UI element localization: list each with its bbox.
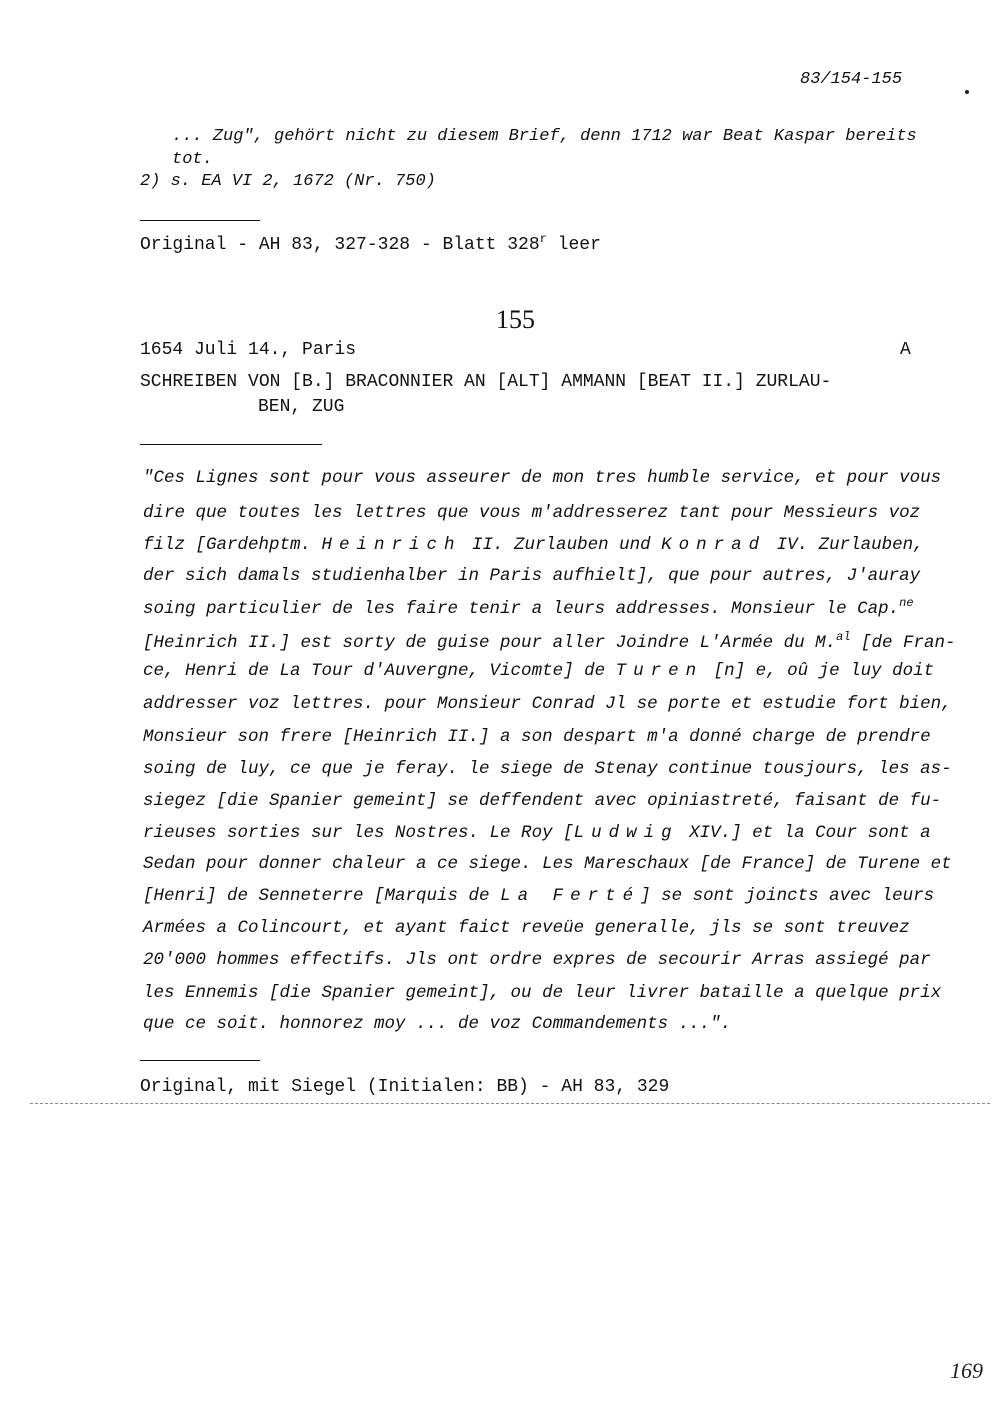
footnote-line-1: ... Zug", gehört nicht zu diesem Brief, denn 1712 war Beat Kaspar bereits — [172, 127, 917, 146]
body-line-2: dire que toutes les lettres que vous m'addresserez tant pour Messieurs voz — [143, 503, 921, 523]
body-line-13: Sedan pour donner chaleur a ce siege. Les Mareschaux [de France] de Turene et — [143, 854, 952, 874]
name-turen: Turen — [615, 661, 704, 681]
previous-original-tail: leer — [546, 235, 601, 255]
body-line-12 — [143, 823, 931, 843]
name-heinrich: Heinrich — [321, 535, 462, 555]
body-line-14-c: ] se sont joincts avec leurs — [640, 886, 935, 906]
name-la-ferte: La Ferté — [500, 886, 641, 906]
body-line-9: Monsieur son frere [Heinrich II.] a son despart m'a donné charge de prendre — [143, 727, 931, 747]
body-line-14 — [143, 886, 934, 906]
body-line-12-c: XIV.] et la Cour sont a — [678, 823, 931, 843]
body-line-1: "Ces Lignes sont pour vous asseurer de mon tres humble service, et pour vous — [143, 468, 942, 488]
body-line-5-sup: ne — [899, 596, 914, 610]
body-line-6 — [143, 630, 956, 653]
body-line-6-sup: al — [836, 630, 851, 644]
separator-rule-3 — [140, 1060, 260, 1061]
body-line-7-c: [n] e, oû je luy doit — [703, 661, 935, 681]
body-line-7-a: ce, Henri de La Tour d'Auvergne, Vicomte] de — [143, 661, 616, 681]
date-place: 1654 Juli 14., Paris — [140, 340, 357, 360]
margin-dot — [965, 90, 969, 94]
body-line-6-a: [Heinrich II.] est sorty de guise pour aller Joindre L'Armée du M. — [143, 632, 837, 653]
body-line-6-b: [de Fran- — [850, 632, 956, 653]
separator-rule-2 — [140, 444, 322, 445]
document-number: 155 — [496, 305, 535, 334]
body-line-5-a: soing particulier de les faire tenir a leurs addresses. Monsieur le Cap. — [143, 598, 900, 619]
separator-rule-1 — [140, 220, 260, 221]
previous-original-sup: r — [539, 232, 547, 246]
body-line-18: que ce soit. honnorez moy ... de voz Commandements ...". — [143, 1014, 732, 1034]
previous-original-text: Original - AH 83, 327-328 - Blatt 328 — [140, 235, 540, 255]
body-line-11: siegez [die Spanier gemeint] se deffendent avec opiniastreté, faisant de fu- — [143, 791, 942, 811]
page-reference: 83/154-155 — [800, 70, 903, 89]
body-line-16: 20'000 hommes effectifs. Jls ont ordre expres de secourir Arras assiegé par — [143, 950, 931, 970]
body-line-3 — [143, 535, 924, 555]
body-line-15: Armées a Colincourt, et ayant faict reveüe generalle, jls se sont treuvez — [143, 918, 910, 938]
previous-original-note — [140, 232, 601, 255]
scan-edge-line — [30, 1103, 990, 1104]
body-line-7 — [143, 661, 934, 681]
footnote-line-3: 2) s. EA VI 2, 1672 (Nr. 750) — [140, 172, 436, 191]
original-source-note: Original, mit Siegel (Initialen: BB) - AH 83, 329 — [140, 1077, 670, 1097]
body-line-12-a: rieuses sorties sur les Nostres. Le Roy [ — [143, 823, 574, 843]
body-line-3-a: filz [Gardehptm. — [143, 535, 322, 555]
body-line-14-a: [Henri] de Senneterre [Marquis de — [143, 886, 501, 906]
body-line-17: les Ennemis [die Spanier gemeint], ou de leur livrer bataille a quelque prix — [143, 983, 942, 1003]
name-ludwig: Ludwig — [573, 823, 679, 843]
letter-heading-line-1: SCHREIBEN VON [B.] BRACONNIER AN [ALT] AMMANN [BEAT II.] ZURLAU- — [140, 372, 832, 392]
letter-mark: A — [900, 340, 911, 360]
body-line-4: der sich damals studienhalber in Paris aufhielt], que pour autres, J'auray — [143, 566, 921, 586]
name-konrad: Konrad — [661, 535, 767, 555]
body-line-10: soing de luy, ce que je feray. le siege de Stenay continue tousjours, les as- — [143, 759, 952, 779]
body-line-8: addresser voz lettres. pour Monsieur Conrad Jl se porte et estudie fort bien, — [143, 694, 952, 714]
body-line-3-e: IV. Zurlauben, — [766, 535, 924, 555]
letter-heading-line-2: BEN, ZUG — [258, 397, 345, 417]
folio-number: 169 — [950, 1358, 983, 1383]
footnote-line-2: tot. — [172, 150, 213, 169]
body-line-5 — [143, 596, 914, 619]
body-line-3-c: II. Zurlauben und — [461, 535, 662, 555]
